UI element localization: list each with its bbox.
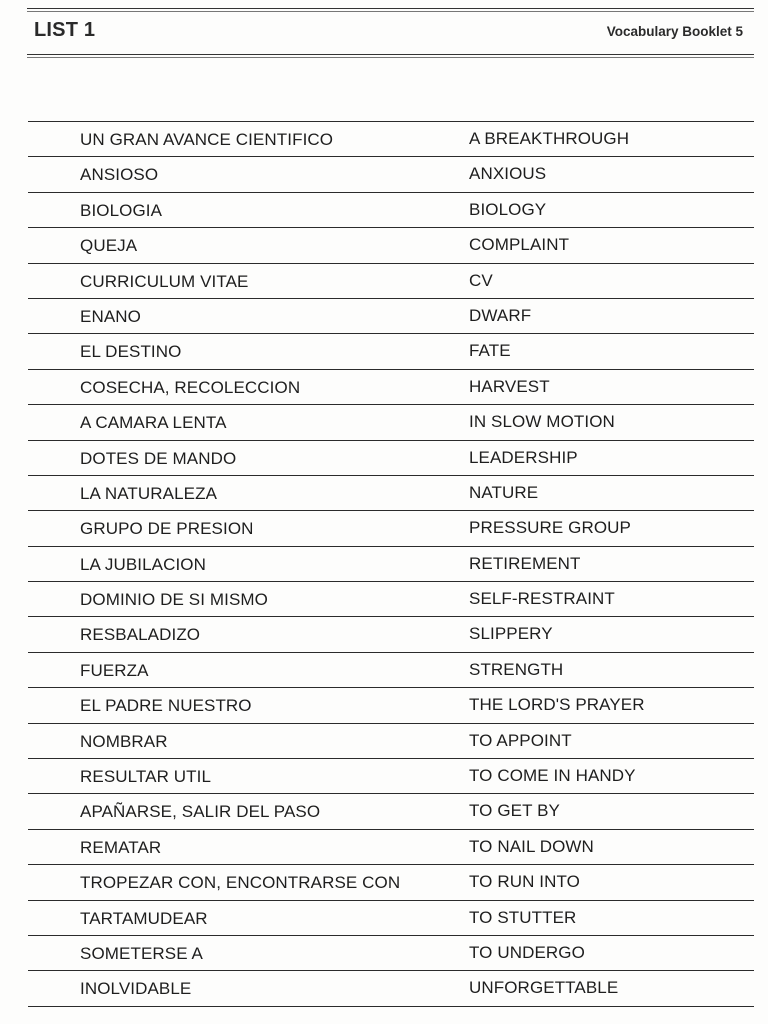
vocab-row: [28, 122, 754, 157]
vocab-row: [28, 582, 754, 617]
vocab-row: [28, 547, 754, 582]
spanish-term: TARTAMUDEAR: [80, 908, 208, 928]
vocab-row: [28, 264, 754, 299]
english-term: BIOLOGY: [469, 199, 547, 219]
vocab-row: [28, 511, 754, 546]
english-term: TO COME IN HANDY: [469, 766, 636, 786]
vocab-row: [28, 688, 754, 723]
vocab-row: [28, 617, 754, 652]
vocab-row: [28, 830, 754, 865]
vocab-row: [28, 441, 754, 476]
english-term: TO UNDERGO: [469, 942, 585, 962]
spanish-term: GRUPO DE PRESION: [80, 519, 254, 539]
vocab-row: [28, 971, 754, 1006]
english-term: NATURE: [469, 482, 539, 502]
spanish-term: DOMINIO DE SI MISMO: [80, 590, 268, 610]
spanish-term: A CAMARA LENTA: [80, 413, 227, 433]
vocab-row: [28, 193, 754, 228]
english-term: CV: [469, 270, 493, 290]
spanish-term: RESBALADIZO: [80, 625, 201, 645]
vocab-row: [28, 865, 754, 900]
vocab-row: [28, 759, 754, 794]
vocab-row: [28, 228, 754, 263]
header-bottom-rule-thin: [27, 57, 754, 58]
vocab-row: [28, 653, 754, 688]
header-top-rule-thin: [27, 11, 754, 12]
english-term: STRENGTH: [469, 659, 564, 679]
booklet-subtitle: Vocabulary Booklet 5: [606, 24, 743, 39]
vocab-row: [28, 334, 754, 369]
vocab-row: [28, 299, 754, 334]
english-term: TO RUN INTO: [469, 872, 580, 892]
english-term: DWARF: [469, 305, 532, 325]
spanish-term: CURRICULUM VITAE: [80, 271, 249, 291]
spanish-term: INOLVIDABLE: [80, 979, 192, 999]
spanish-term: APAÑARSE, SALIR DEL PASO: [80, 802, 321, 822]
spanish-term: RESULTAR UTIL: [80, 767, 212, 787]
spanish-term: TROPEZAR CON, ENCONTRARSE CON: [80, 873, 401, 893]
english-term: TO GET BY: [469, 801, 560, 821]
spanish-term: EL PADRE NUESTRO: [80, 696, 252, 716]
english-term: FATE: [469, 341, 511, 361]
spanish-term: LA NATURALEZA: [80, 483, 218, 503]
english-term: IN SLOW MOTION: [469, 412, 615, 432]
header-bottom-rule: [27, 54, 754, 55]
english-term: SELF-RESTRAINT: [469, 589, 615, 609]
spanish-term: QUEJA: [80, 236, 138, 256]
spanish-term: LA JUBILACION: [80, 554, 207, 574]
vocab-row: [28, 794, 754, 829]
spanish-term: UN GRAN AVANCE CIENTIFICO: [80, 130, 334, 149]
english-term: COMPLAINT: [469, 235, 570, 255]
vocab-row: [28, 476, 754, 511]
vocabulary-table: [28, 121, 754, 1007]
spanish-term: DOTES DE MANDO: [80, 448, 237, 468]
english-term: UNFORGETTABLE: [469, 978, 619, 998]
spanish-term: ENANO: [80, 306, 141, 326]
english-term: RETIREMENT: [469, 553, 581, 573]
vocab-row: [28, 936, 754, 971]
vocab-row: [28, 405, 754, 440]
english-term: A BREAKTHROUGH: [469, 129, 630, 148]
header-top-rule: [27, 8, 754, 9]
spanish-term: EL DESTINO: [80, 342, 182, 362]
vocab-row: [28, 370, 754, 405]
spanish-term: NOMBRAR: [80, 731, 168, 751]
english-term: THE LORD'S PRAYER: [469, 695, 645, 715]
spanish-term: ANSIOSO: [80, 165, 159, 185]
english-term: TO NAIL DOWN: [469, 836, 594, 856]
spanish-term: COSECHA, RECOLECCION: [80, 377, 301, 397]
english-term: TO STUTTER: [469, 907, 577, 927]
list-title: LIST 1: [34, 19, 96, 41]
vocab-row: [28, 901, 754, 936]
spanish-term: SOMETERSE A: [80, 943, 203, 963]
english-term: HARVEST: [469, 376, 550, 396]
vocab-row: [28, 157, 754, 192]
spanish-term: BIOLOGIA: [80, 200, 163, 220]
english-term: TO APPOINT: [469, 730, 572, 750]
vocab-row: [28, 724, 754, 759]
spanish-term: FUERZA: [80, 660, 149, 680]
english-term: ANXIOUS: [469, 164, 547, 184]
english-term: LEADERSHIP: [469, 447, 578, 467]
english-term: SLIPPERY: [469, 624, 553, 644]
spanish-term: REMATAR: [80, 837, 162, 857]
english-term: PRESSURE GROUP: [469, 518, 631, 538]
